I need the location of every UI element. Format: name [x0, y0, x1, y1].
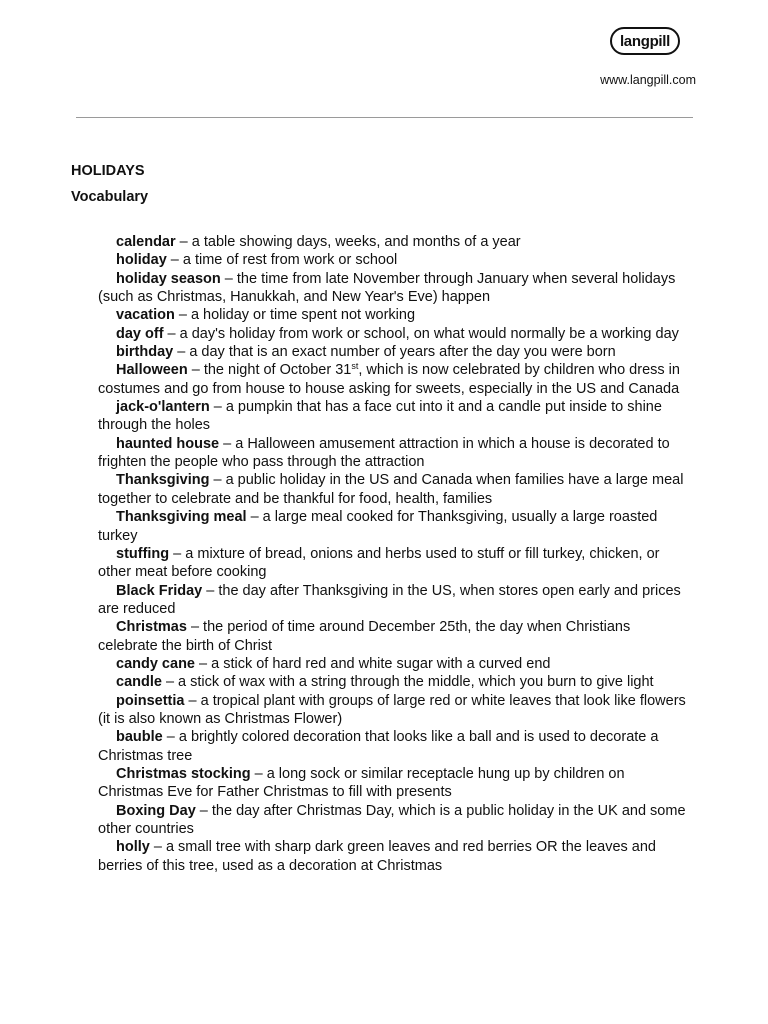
vocabulary-definition: – a brightly colored decoration that looks like a ball and is used to decorate a Christmas tree [98, 729, 659, 764]
vocabulary-entry [98, 325, 688, 343]
page-title: HOLIDAYS [71, 163, 145, 179]
vocabulary-entry [98, 343, 688, 361]
vocabulary-term: birthday [116, 344, 174, 361]
vocabulary-term: candle [116, 674, 162, 691]
vocabulary-entry [98, 692, 688, 729]
vocabulary-entry [98, 398, 688, 435]
vocabulary-entry [98, 545, 688, 582]
vocabulary-term: Boxing Day [116, 802, 196, 819]
vocabulary-definition: – a large meal cooked for Thanksgiving, usually a large roasted turkey [98, 509, 658, 544]
vocabulary-term: calendar [116, 234, 176, 250]
vocabulary-entry [98, 471, 688, 508]
logo-text: langpill [619, 32, 671, 50]
vocabulary-definition: – a mixture of bread, onions and herbs used to stuff or fill turkey, chicken, or other meat before cooking [98, 545, 660, 581]
vocabulary-definition: – a small tree with sharp dark green leaves and red berries OR the leaves and berries of this tree, used as a decoration at Christmas [98, 839, 656, 874]
vocabulary-definition: – the time from late November through January when several holidays (such as Christmas, Hanukkah, and New Year's Eve) happen [98, 270, 676, 306]
vocabulary-term: Halloween [116, 362, 188, 379]
vocabulary-definition: – a pumpkin that has a face cut into it and a candle put inside to shine through the holes [98, 399, 662, 434]
vocabulary-entry [98, 233, 688, 251]
vocabulary-term: candy cane [116, 655, 195, 672]
vocabulary-entry [98, 435, 688, 472]
vocabulary-term: vacation [116, 307, 175, 324]
vocabulary-definition: – a day's holiday from work or school, on what would normally be a working day [163, 325, 679, 342]
vocabulary-term: Christmas stocking [116, 765, 251, 782]
vocabulary-term: holly [116, 839, 150, 856]
vocabulary-entry [98, 361, 688, 398]
vocabulary-definition: – a stick of wax with a string through the middle, which you burn to give light [161, 674, 654, 691]
vocabulary-entry [98, 270, 688, 307]
vocabulary-term: day off [116, 325, 164, 342]
vocabulary-term: Thanksgiving meal [116, 509, 247, 526]
vocabulary-term: poinsettia [116, 692, 185, 709]
langpill-logo[interactable] [610, 27, 680, 55]
vocabulary-definition: – a tropical plant with groups of large red or white leaves that look like flowers (it is also known as Christmas Flower) [98, 692, 686, 727]
vocabulary-term: stuffing [116, 545, 170, 562]
vocabulary-term: bauble [116, 729, 163, 746]
vocabulary-definition-continued: , which is now celebrated by children who dress in costumes and go from house to house asking for sweets, especially in the US and Canada [98, 362, 680, 397]
header-divider [76, 117, 693, 118]
vocabulary-definition: – a long sock or similar receptacle hung up by children on Christmas Eve for Father Christmas to fill with presents [98, 765, 625, 801]
vocabulary-term: Black Friday [116, 582, 203, 599]
vocabulary-entry [98, 673, 688, 691]
vocabulary-list [98, 233, 688, 875]
vocabulary-entry [98, 582, 688, 619]
vocabulary-definition: – a day that is an exact number of years after the day you were born [173, 344, 616, 361]
vocabulary-definition: – a table showing days, weeks, and months of a year [175, 234, 521, 250]
vocabulary-term: holiday season [116, 270, 221, 287]
vocabulary-definition: – the day after Christmas Day, which is a public holiday in the UK and some other countries [98, 802, 686, 837]
section-subtitle: Vocabulary [71, 189, 149, 205]
vocabulary-definition: – a public holiday in the US and Canada when families have a large meal together to celebrate and be thankful for food, health, families [98, 472, 684, 507]
vocabulary-term: holiday [116, 252, 167, 269]
vocabulary-entry [98, 508, 688, 545]
vocabulary-entry [98, 765, 688, 802]
vocabulary-definition: – a Halloween amusement attraction in which a house is decorated to frighten the people who pass through the attraction [98, 435, 670, 471]
vocabulary-definition: – the night of October 31 [187, 362, 352, 379]
vocabulary-entry [98, 306, 688, 324]
vocabulary-entry [98, 655, 688, 673]
vocabulary-term: haunted house [116, 435, 220, 452]
vocabulary-definition: – the day after Thanksgiving in the US, when stores open early and prices are reduced [98, 582, 681, 617]
vocabulary-definition: – a holiday or time spent not working [174, 307, 416, 324]
vocabulary-entry [98, 728, 688, 765]
vocabulary-entry [98, 838, 688, 875]
ordinal-suffix: st [351, 361, 359, 372]
vocabulary-definition: – the period of time around December 25th, the day when Christians celebrate the birth of Christ [98, 619, 631, 654]
vocabulary-term: Thanksgiving [116, 472, 210, 489]
vocabulary-definition: – a time of rest from work or school [166, 252, 398, 269]
vocabulary-entry [98, 618, 688, 655]
vocabulary-term: jack-o'lantern [116, 399, 210, 416]
vocabulary-entry [98, 802, 688, 839]
vocabulary-term: Christmas [116, 619, 187, 636]
site-url[interactable]: www.langpill.com [600, 73, 696, 87]
vocabulary-definition: – a stick of hard red and white sugar with a curved end [195, 655, 551, 672]
vocabulary-entry [98, 251, 688, 269]
